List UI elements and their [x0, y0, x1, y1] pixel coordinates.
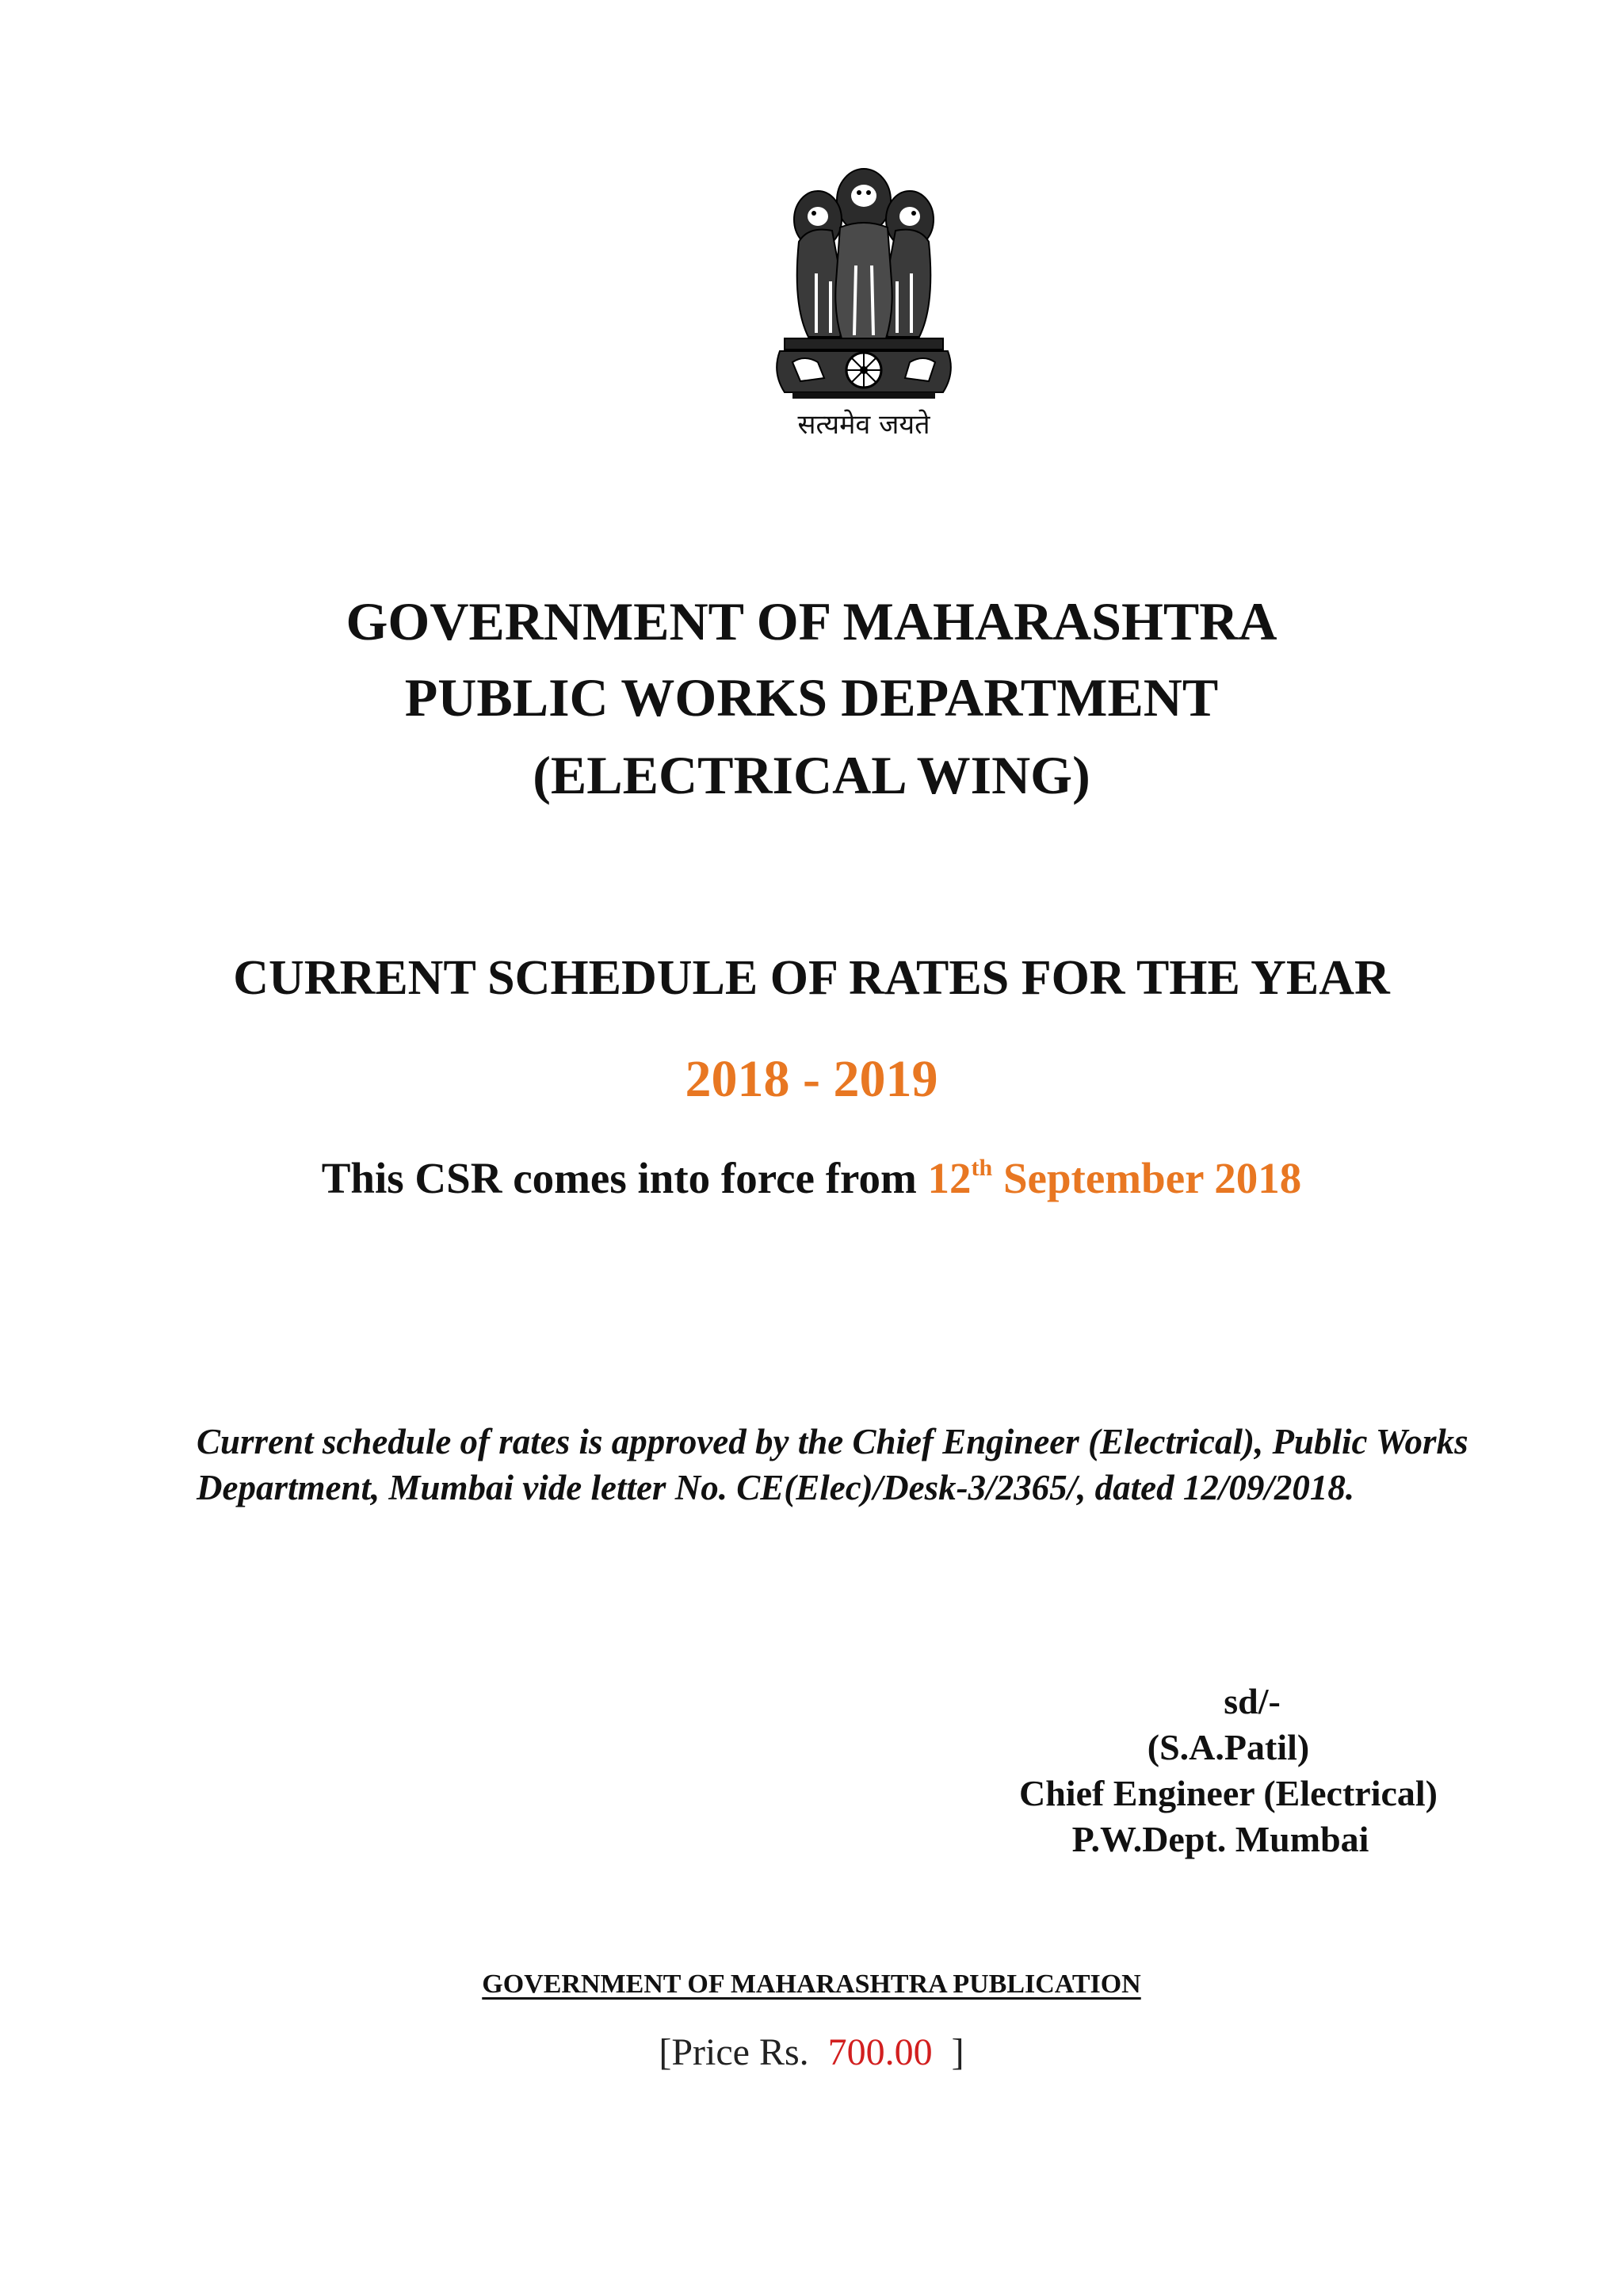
emblem-motto: सत्यमेव जयते: [797, 409, 930, 441]
price-prefix: [Price Rs.: [659, 2031, 828, 2073]
price-line: [0, 2027, 1623, 2078]
publication-line: [0, 1966, 1623, 2004]
signatory-office: P.W.Dept. Mumbai: [1071, 1819, 1369, 1859]
header-line-3: (ELECTRICAL WING): [533, 745, 1090, 805]
effective-date-prefix: This CSR comes into force from: [321, 1154, 928, 1202]
signature-block: [951, 1679, 1506, 1862]
effective-date-line: [0, 1147, 1623, 1217]
effective-day: 12: [927, 1154, 972, 1202]
price-suffix: ]: [932, 2031, 964, 2073]
signatory-designation: Chief Engineer (Electrical): [1018, 1773, 1438, 1813]
signature-sd: sd/-: [1224, 1681, 1281, 1721]
year-range: 2018 - 2019: [685, 1050, 938, 1108]
header-line-2: PUBLIC WORKS DEPARTMENT: [404, 667, 1219, 728]
state-emblem-icon: [761, 155, 967, 456]
schedule-title: CURRENT SCHEDULE OF RATES FOR THE YEAR: [233, 951, 1390, 1005]
publication-text: GOVERNMENT OF MAHARASHTRA PUBLICATION: [482, 1969, 1141, 1999]
effective-day-suffix: th: [971, 1155, 993, 1181]
price-amount: 700.00: [827, 2031, 933, 2073]
header-line-1: GOVERNMENT OF MAHARASHTRA: [346, 591, 1277, 651]
signatory-name: (S.A.Patil): [1147, 1727, 1310, 1767]
approval-note: Current schedule of rates is approved by the Chief Engineer (Electrical), Public Works Department, Mumbai vide letter No. CE(Elec)/Desk-3/2365/, dated 12/09/2018.: [197, 1422, 1468, 1507]
effective-month-year: September 2018: [992, 1154, 1302, 1202]
state-emblem: [761, 155, 967, 456]
